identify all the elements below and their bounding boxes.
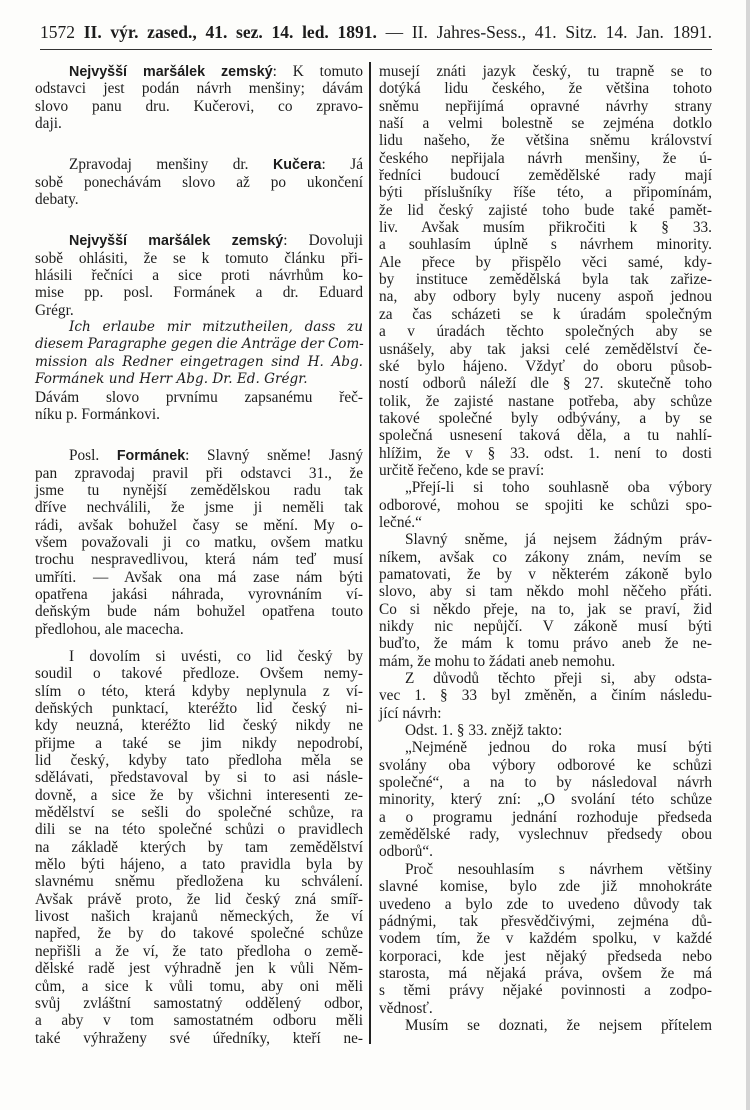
line-text: soudil o takové předloze. Ovšem nemy-: [35, 665, 363, 683]
line-text: kdy neuzná, kteréžto lid český nikdy ne: [35, 717, 363, 735]
paragraph: [379, 861, 712, 1017]
line-text: naší a velmi bolestně se zejména dotklo: [379, 115, 712, 133]
text-line: [35, 267, 363, 284]
line-text: dělské radě jest výhradně jen k vůli Něm-: [35, 960, 363, 978]
header-german: II. Jahres-Sess., 41. Sitz. 14. Jan. 1891.: [411, 22, 713, 42]
text-line: [35, 925, 363, 942]
text-line: [35, 569, 363, 586]
line-text: takové společné byly odbývány, a by se: [379, 409, 712, 427]
text-line: [35, 389, 363, 406]
line-text: ností odborů náleží dle § 27. skutečně toho: [379, 375, 712, 393]
text-line: [379, 774, 712, 791]
text-line: [379, 323, 712, 340]
line-text: jsme tu nynější zemědělskou radu tak: [35, 481, 363, 499]
line-text: mise pp. posl. Formánek a dr. Eduard: [35, 284, 363, 302]
text-line: [35, 839, 363, 856]
text-line: [379, 861, 712, 878]
line-text: starosta, má nějaká práva, ovšem že má: [379, 964, 712, 982]
line-text: slovo, aby si tam někdo mohl něčeho přáti.: [379, 583, 712, 601]
text-line: [35, 752, 363, 769]
line-text: svůj zvláštní samostatný oddělený odbor,: [35, 994, 363, 1012]
text-line: [35, 174, 363, 191]
text-line: [35, 232, 363, 249]
page-header: [40, 22, 712, 43]
line-text: vec 1. § 33 byl změněn, a činím následu-: [379, 687, 712, 705]
speaker-name: Kučera: [272, 157, 322, 174]
line-text: musejí znáti jazyk český, tu trapně se to: [379, 63, 712, 80]
speaker-name: Formánek: [116, 448, 186, 465]
line-text: s těmi právy nějaké povinnosti a zodpo-: [379, 982, 712, 1000]
line-text: pamatovati, že by v některém zákoně bylo: [379, 565, 712, 583]
text-line: [35, 769, 363, 786]
german-paragraph: [35, 319, 363, 388]
header-rule: [40, 49, 712, 50]
text-line: [35, 908, 363, 925]
paragraph: [35, 232, 363, 319]
text-line: [379, 288, 712, 305]
paragraph: [35, 389, 363, 424]
paragraph: [379, 739, 712, 860]
text-line: [379, 896, 712, 913]
text-line: [379, 184, 712, 201]
text-line: [379, 739, 712, 756]
line-text: umříti. — Avšak ona má zase nám býti: [35, 568, 363, 586]
line-text: Posl.: [69, 447, 117, 465]
text-line: [35, 302, 363, 319]
line-text: nepřišli a že ví, že tato předloha o země-: [35, 942, 363, 960]
line-text: „Nejméně jednou do roka musí býti: [405, 739, 712, 757]
text-line: [379, 63, 712, 80]
paragraph: [35, 156, 363, 208]
paragraph: [379, 63, 712, 479]
line-text: tolik, že zajisté nastane potřeba, aby schůze: [379, 392, 712, 410]
line-text: : Dovoluji: [283, 232, 363, 250]
text-line: [379, 427, 712, 444]
text-line: [35, 80, 363, 97]
line-text: hlížim, že v § 33. odst. 1. není to dosti: [379, 444, 712, 462]
line-text: sobě ohlásiti, že se k tomuto článku při-: [35, 249, 363, 267]
line-text: také výhraženy své úředníky, kteří ne-: [35, 1029, 363, 1047]
text-line: [35, 284, 363, 301]
line-text: mědělství se sešli do společné schůze, ra: [35, 804, 363, 822]
page-number: 1572: [40, 22, 75, 42]
line-text: liv. Avšak musím přikročiti k § 33.: [379, 219, 712, 237]
line-text: za čas scházeti se k úradám společným: [379, 305, 712, 323]
line-text: pádnými, tak přesvědčivými, zejména dů-: [379, 912, 712, 930]
line-text: společná usnesení taková děla, a tu nahlí-: [379, 427, 712, 445]
line-text: rádi, avšak bohužel časy se mění. My o-: [35, 516, 363, 534]
line-text: : Já: [321, 156, 363, 174]
right-column: [379, 63, 712, 1034]
line-text: nikdy nic nepůjčí. V zákoně musí býti: [379, 618, 712, 635]
line-text: lid český, kdyby tato předloha měla se: [35, 752, 363, 770]
text-line: [35, 856, 363, 873]
line-text: a aby v tom samostatném odboru měli: [35, 1012, 363, 1030]
line-text: Proč nesouhlasím s návrhem většiny: [405, 860, 712, 878]
text-line: [35, 482, 363, 499]
line-text: dříve nechválili, že jsme ji neměli tak: [35, 499, 363, 517]
line-text: : K tomuto: [272, 63, 363, 80]
line-text: českého nepřijala návrh menšiny, že ú-: [379, 149, 712, 167]
text-line: [379, 497, 712, 514]
line-text: mission als Redner eingetragen sind H. Abg.: [35, 353, 363, 370]
line-text: a v úradách těchto společných aby se: [379, 323, 712, 341]
text-line: [379, 150, 712, 167]
header-separator: —: [385, 22, 404, 42]
text-line: [379, 791, 712, 808]
text-line: [379, 236, 712, 253]
line-text: Odst. 1. § 33. znějž takto:: [405, 722, 563, 740]
line-text: vědnosť.: [379, 999, 433, 1017]
text-line: [35, 406, 363, 423]
text-line: [379, 479, 712, 496]
text-line: [379, 341, 712, 358]
line-text: dili se na této společné schůzi o pravidlech: [35, 821, 363, 839]
line-text: Ich erlaube mir mitzutheilen, dass zu: [69, 319, 363, 336]
text-line: [379, 514, 712, 531]
line-text: by instituce zemědělská byla tak zařize-: [379, 271, 712, 289]
text-line: [35, 336, 363, 353]
text-line: [379, 358, 712, 375]
text-line: [35, 371, 363, 388]
line-text: daji.: [35, 115, 62, 133]
text-line: [379, 653, 712, 670]
line-text: Musím se doznati, že nejsem přítelem: [405, 1016, 712, 1034]
text-line: [379, 566, 712, 583]
text-line: [35, 700, 363, 717]
line-text: Co si někdo přeje, na to, jak se praví, žid: [379, 600, 712, 618]
text-line: [35, 354, 363, 371]
speaker-name: Nejvyšší maršálek zemský: [69, 64, 273, 80]
line-text: dotýká lidu českého, že většina tohoto: [379, 80, 712, 98]
text-line: [379, 757, 712, 774]
line-text: přijme a také se jim nikdy nepodrobí,: [35, 734, 363, 752]
line-text: slavné komise, bylo zde již mnohokráte: [379, 878, 712, 896]
line-text: ředníci budoucí zemědělské rady mají: [379, 167, 712, 185]
text-line: [379, 687, 712, 704]
text-line: [379, 393, 712, 410]
line-text: trochu nespravedlivou, která nám teď musí: [35, 551, 363, 569]
line-text: odborů“.: [379, 843, 433, 861]
line-text: usnášely, aby tak jaksi celé zemědělství če-: [379, 340, 712, 358]
line-text: zemědělské rady, vyslechnuv předsedy obou: [379, 826, 712, 844]
text-line: [35, 735, 363, 752]
text-line: [35, 995, 363, 1012]
text-line: [35, 891, 363, 908]
text-line: [35, 683, 363, 700]
line-text: deňským bude nám bohužel opatřena touto: [35, 603, 363, 621]
text-line: [379, 271, 712, 288]
text-line: [379, 809, 712, 826]
text-line: [35, 250, 363, 267]
column-divider: [369, 62, 371, 1044]
line-text: napřed, že by do takové společné schůze: [35, 925, 363, 943]
text-line: [35, 787, 363, 804]
line-text: níkem, avšak co zákony znám, nevím se: [379, 548, 712, 566]
text-line: [379, 878, 712, 895]
text-line: [35, 499, 363, 516]
line-text: minority, který zní: „O svolání této schůze: [379, 791, 712, 809]
line-text: slovo panu dru. Kučerovi, co zpravo-: [35, 97, 363, 115]
text-line: [379, 1000, 712, 1017]
line-text: na, aby odbory byly nuceny aspoň jednou: [379, 288, 712, 306]
line-text: Formánek und Herr Abg. Dr. Ed. Grégr.: [35, 371, 308, 388]
text-line: [35, 115, 363, 132]
line-text: odstavci jest podán návrh menšiny; dávám: [35, 80, 363, 98]
text-line: [379, 843, 712, 860]
line-text: Dávám slovo prvnímu zapsanému řeč-: [35, 388, 363, 406]
text-line: [35, 717, 363, 734]
line-text: lečné.“: [379, 513, 422, 531]
text-line: [35, 943, 363, 960]
text-line: [379, 670, 712, 687]
text-line: [379, 583, 712, 600]
line-text: níku p. Formánkovi.: [35, 405, 160, 423]
line-text: : Slavný sněme! Jasný: [185, 447, 363, 465]
line-text: korporaci, kde jest nějaký předseda nebo: [379, 947, 712, 965]
text-line: [35, 98, 363, 115]
text-line: [35, 447, 363, 464]
line-text: slím o této, která kdyby neplynula z ví-: [35, 682, 363, 700]
line-text: býti příslušníky říše této, a připomínám,: [379, 184, 712, 202]
text-line: [35, 873, 363, 890]
text-line: [35, 978, 363, 995]
line-text: všem považovali ji co matku, ovšem matku: [35, 533, 363, 551]
text-line: [379, 930, 712, 947]
text-line: [379, 254, 712, 271]
line-text: hlásili řečníci a sice proti návrhům ko-: [35, 267, 363, 285]
text-line: [379, 982, 712, 999]
line-text: diesem Paragraphe gegen die Anträge der Com-: [35, 336, 364, 353]
text-line: [35, 804, 363, 821]
text-line: [379, 826, 712, 843]
text-line: [35, 586, 363, 603]
line-text: uvedeno a bylo zde to uvedeno důvody tak: [379, 895, 712, 913]
text-line: [379, 1017, 712, 1034]
text-line: [35, 621, 363, 638]
text-line: [379, 375, 712, 392]
text-line: [379, 80, 712, 97]
line-text: Slavný sněme, já nejsem žádným práv-: [405, 531, 712, 549]
text-line: [379, 462, 712, 479]
line-text: odborové, mohou se spojiti ke schůzi spo-: [379, 496, 712, 514]
line-text: mám, že mohu to žádati aneb nemohu.: [379, 652, 616, 670]
text-line: [379, 132, 712, 149]
line-text: „Přejí-li si toho souhlasně oba výbory: [405, 479, 712, 497]
line-text: Avšak právě proto, že lid český zná smíř-: [35, 890, 363, 908]
text-line: [379, 167, 712, 184]
left-column: [35, 63, 363, 1047]
line-text: mělo býti hájeno, a tato pravidla byla by: [35, 856, 363, 874]
text-line: [35, 1012, 363, 1029]
paragraph: [379, 722, 712, 739]
line-text: na základě kterých by tam zemědělství: [35, 838, 363, 856]
line-text: že lid český zajisté toho bude také pamět-: [379, 201, 712, 219]
text-line: [35, 821, 363, 838]
text-line: [35, 319, 363, 336]
text-line: [379, 115, 712, 132]
paragraph: [35, 447, 363, 638]
line-text: a o programu jednání rozhoduje předseda: [379, 808, 712, 826]
line-text: slavnému sněmu předložena ku schválení.: [35, 873, 363, 891]
line-text: pan zpravodaj pravil při odstavci 31., že: [35, 464, 363, 482]
paragraph: [35, 648, 363, 1047]
line-text: livost našich krajanů německých, že ví: [35, 908, 363, 926]
line-text: dovně, a sice že by všichni interesenti ze-: [35, 786, 363, 804]
text-line: [35, 551, 363, 568]
line-text: určitě řečeno, kde se praví:: [379, 461, 545, 479]
line-text: Ale přece by přispělo věci samé, kdy-: [379, 253, 712, 271]
header-czech: II. výr. zased., 41. sez. 14. led. 1891.: [83, 22, 377, 42]
line-text: buďto, že mám k tomu právo aneb že ne-: [379, 635, 712, 653]
paragraph: [379, 479, 712, 531]
text-line: [379, 410, 712, 427]
speaker-name: Nejvyšší maršálek zemský: [69, 233, 284, 250]
line-text: předlohou, ale macecha.: [35, 620, 184, 638]
line-text: sobě ponechávám slovo až po ukončení: [35, 173, 363, 191]
text-line: [379, 202, 712, 219]
text-line: [379, 219, 712, 236]
text-line: [379, 948, 712, 965]
text-line: [35, 648, 363, 665]
text-line: [35, 63, 363, 80]
text-line: [379, 531, 712, 548]
text-line: [379, 306, 712, 323]
line-text: jící návrh:: [379, 704, 442, 722]
line-text: svolány oba výbory odborové ke schůzi: [379, 756, 712, 774]
text-line: [379, 635, 712, 652]
line-text: I dovolím si uvésti, co lid český by: [69, 647, 363, 665]
line-text: společné“, a na to by následoval návrh: [379, 774, 712, 792]
scan-page-edge: [746, 0, 750, 1110]
paragraph: [379, 531, 712, 670]
text-line: [379, 549, 712, 566]
text-line: [379, 965, 712, 982]
line-text: Grégr.: [35, 301, 74, 319]
line-text: ské bylo hájeno. Vždyť do oboru působ-: [379, 357, 712, 375]
line-text: sdělávati, představoval by si to asi násle-: [35, 769, 363, 787]
text-line: [35, 1030, 363, 1047]
text-line: [379, 618, 712, 635]
text-line: [379, 913, 712, 930]
line-text: vodem tím, že v každém spolku, v každé: [379, 930, 712, 948]
text-line: [35, 465, 363, 482]
text-line: [379, 722, 712, 739]
paragraph: [379, 670, 712, 722]
text-line: [35, 603, 363, 620]
line-text: Z důvodů těchto přeji si, aby odsta-: [405, 670, 712, 688]
paragraph: [35, 63, 363, 132]
line-text: sněmu nepřijímá opravné návrhy strany: [379, 97, 712, 115]
text-line: [35, 191, 363, 208]
text-line: [379, 705, 712, 722]
line-text: debaty.: [35, 191, 79, 209]
line-text: cům, a sice k vůli tomu, aby oni měli: [35, 977, 363, 995]
text-line: [35, 960, 363, 977]
line-text: Zpravodaj menšiny dr.: [69, 156, 273, 174]
line-text: opatřena jakási náhrada, vyrovnáním ví-: [35, 585, 363, 603]
text-line: [35, 156, 363, 173]
text-line: [35, 517, 363, 534]
text-line: [35, 534, 363, 551]
text-line: [379, 445, 712, 462]
text-line: [35, 665, 363, 682]
line-text: a souhlasím úplně s návrhem minority.: [379, 236, 712, 254]
line-text: deňských punktací, kteréžto lid český ni-: [35, 700, 363, 717]
text-line: [379, 601, 712, 618]
line-text: lidu našeho, že většina sněmu království: [379, 132, 712, 150]
paragraph: [379, 1017, 712, 1034]
text-line: [379, 98, 712, 115]
